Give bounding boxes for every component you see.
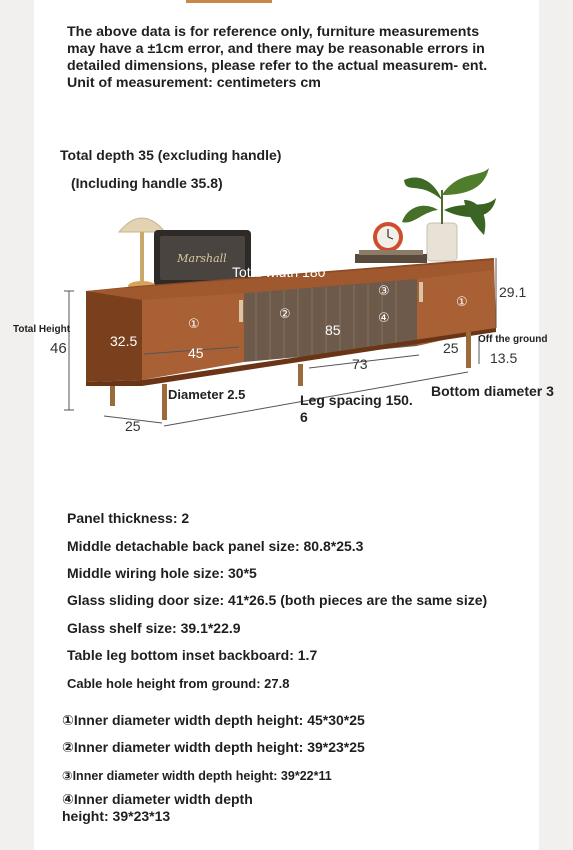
width-45-value: 45 bbox=[188, 345, 204, 361]
width-25-right-value: 25 bbox=[443, 340, 459, 356]
total-depth-label: Total depth 35 (excluding handle) bbox=[60, 147, 282, 163]
total-height-label: Total Height bbox=[13, 324, 71, 335]
left-door bbox=[142, 293, 244, 380]
potted-plant-icon bbox=[402, 168, 496, 261]
width-85-value: 85 bbox=[325, 322, 341, 338]
inner-dim-2: ②Inner diameter width depth height: 39*23*25 bbox=[62, 739, 365, 755]
depth-32-value: 32.5 bbox=[110, 333, 138, 349]
marker-4: ④ bbox=[378, 310, 390, 325]
marker-3: ③ bbox=[378, 283, 390, 298]
height-29-value: 29.1 bbox=[499, 284, 527, 300]
off-ground-value: 13.5 bbox=[490, 350, 518, 366]
including-handle-label: (Including handle 35.8) bbox=[71, 175, 223, 191]
bottom-diameter-label: Bottom diameter 3 bbox=[431, 383, 554, 399]
diameter-label: Diameter 2.5 bbox=[168, 387, 246, 402]
disclaimer-text: The above data is for reference only, furniture measurements may have a ±1cm error, and there may be reasonable errors in detailed dimensions, please refer to the actual measurem- ent. Unit of measurement: centimeters cm bbox=[67, 24, 488, 91]
spec-glass-shelf: Glass shelf size: 39.1*22.9 bbox=[67, 620, 241, 636]
spec-back-panel: Middle detachable back panel size: 80.8*25.3 bbox=[67, 538, 364, 554]
width-25-left-value: 25 bbox=[125, 418, 141, 434]
top-accent-bar bbox=[186, 0, 272, 3]
inner-dim-3: ③Inner diameter width depth height: 39*22*11 bbox=[62, 769, 332, 783]
inner-dim-4: ④Inner diameter width depth height: 39*23*13 bbox=[62, 791, 253, 824]
spec-panel-thickness: Panel thickness: 2 bbox=[67, 510, 190, 526]
off-ground-label: Off the ground bbox=[478, 334, 548, 345]
inner-dim-1: ①Inner diameter width depth height: 45*30*25 bbox=[62, 712, 365, 728]
marker-2: ② bbox=[279, 306, 291, 321]
leg-spacing-label: Leg spacing 150. 6 bbox=[300, 392, 413, 425]
marker-1-left: ① bbox=[188, 316, 200, 331]
width-73-value: 73 bbox=[352, 356, 368, 372]
spec-cable-hole: Cable hole height from ground: 27.8 bbox=[67, 676, 290, 691]
speaker-brand-text: Marshall bbox=[177, 252, 227, 265]
total-height-value: 46 bbox=[50, 340, 67, 357]
book-stack bbox=[355, 254, 427, 263]
spec-glass-door: Glass sliding door size: 41*26.5 (both pieces are the same size) bbox=[67, 592, 488, 608]
spec-leg-inset: Table leg bottom inset backboard: 1.7 bbox=[67, 647, 318, 663]
spec-wiring-hole: Middle wiring hole size: 30*5 bbox=[67, 565, 257, 581]
marker-1-right: ① bbox=[456, 294, 468, 309]
total-width-label: Total width 180 bbox=[232, 264, 326, 280]
